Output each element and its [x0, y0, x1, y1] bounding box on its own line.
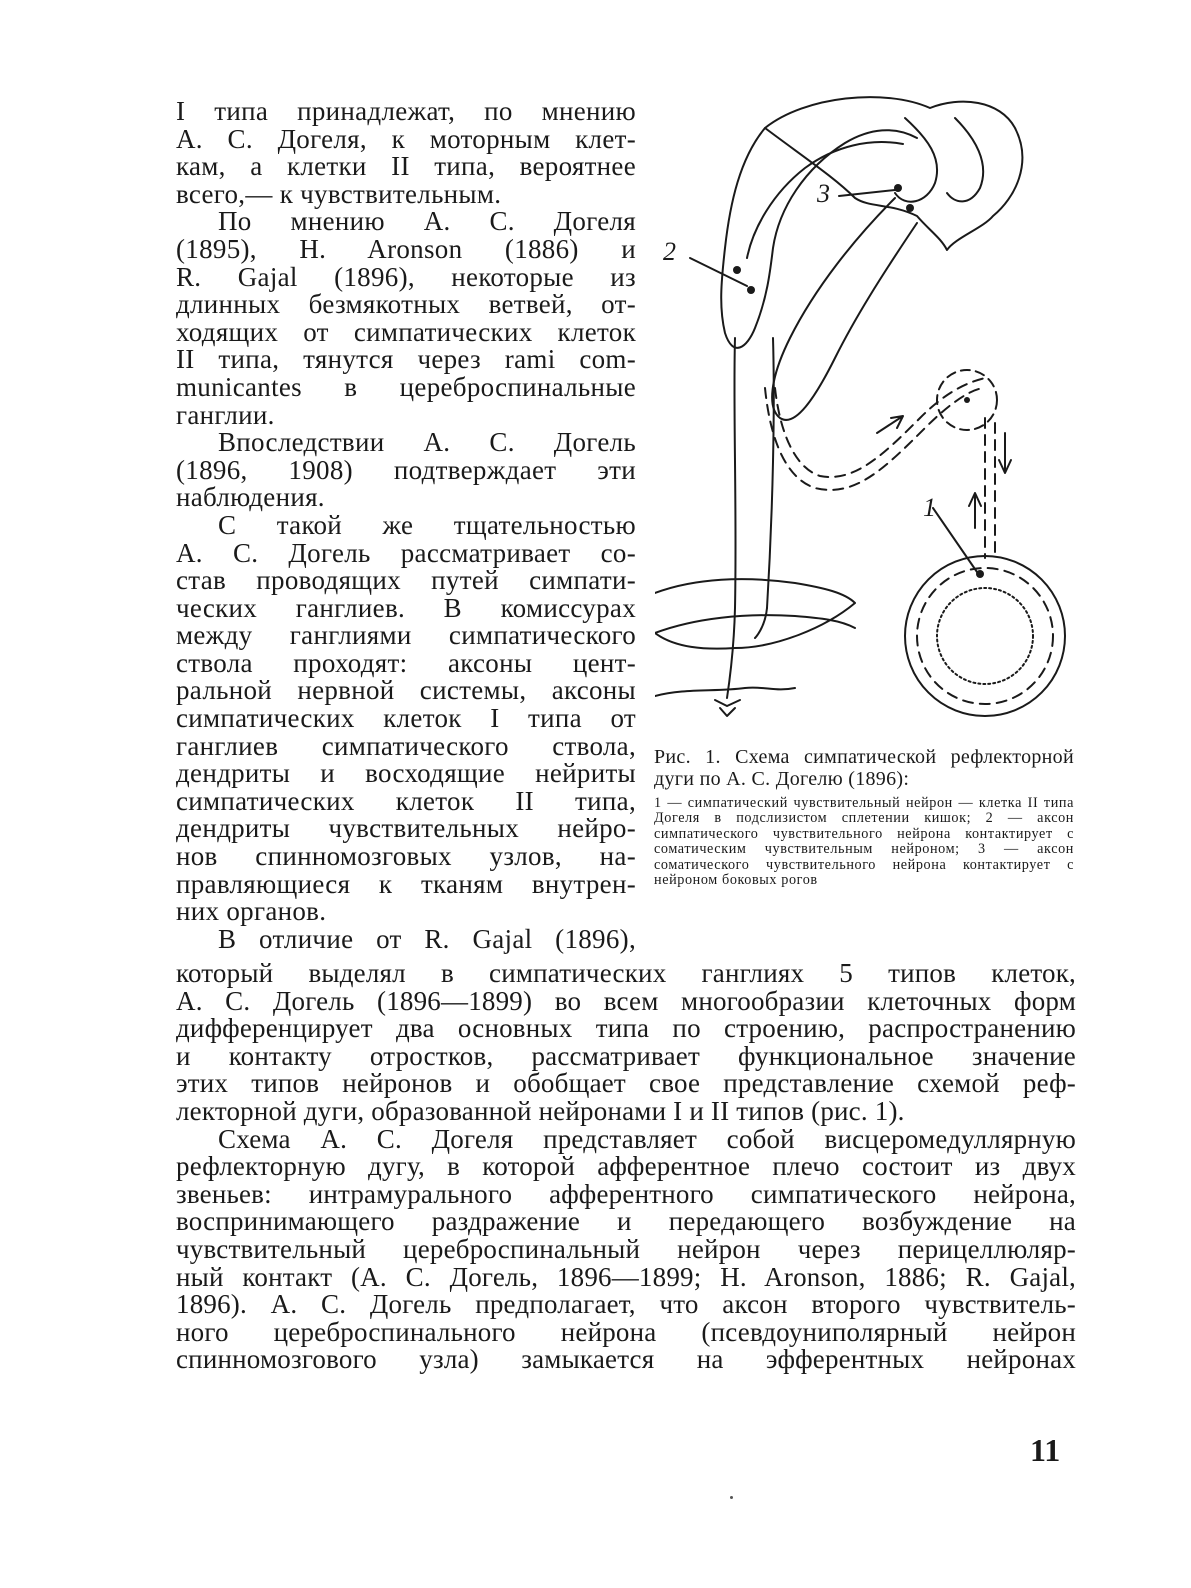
gut-outer-ring	[905, 556, 1065, 716]
caption-legend: 1 — симпатический чувствительный нейрон — клетка II типа Догеля в подслизистом сплетении кишок; 2 — аксон симпатического чувствительного нейрона контактирует с соматическим чувствительным нейроном; 3 — аксон соматического чувствительного нейрона контактирует с нейроном боковых рогов	[654, 795, 1074, 889]
caption-title: Рис. 1. Схема симпатической рефлекторной дуги по А. С. Догелю (1896):	[654, 746, 1074, 790]
page-number: 11	[1030, 1432, 1061, 1468]
figure-label-2: 2	[663, 237, 676, 266]
sympathetic-trunk	[727, 338, 736, 698]
reflex-arc-diagram	[655, 88, 1095, 728]
paragraph-1: I типа принадлежат, по мнению А. С. Догеля, к моторным клет- кам, а клетки II типа, вероятнее всего,— к чувствительным.	[176, 96, 636, 209]
reflex-arc-figure	[655, 88, 1095, 728]
dashed-afferent-path	[765, 388, 985, 490]
neuron-marker-3b	[906, 204, 914, 212]
nerve-ending	[715, 700, 740, 716]
paragraph-6: Схема А. С. Догеля представляет собой висцеромедуллярную рефлекторную дугу, в которой афферентное плечо состоит из двух звеньев: интрамурального афферентного симпатического нейрона, воспринимающего раздражение и передающего возбуждение на чувствительный цереброспинальный нейрон через перицеллюляр- ный контакт (А. С. Догель, 1896—1899; H. Aronson, 1886; R. Gajal, 1896). А. С. Догель предполагает, что аксон второго чувствитель- ного цереброспинального нейрона (псевдоуниполярный нейрон спинномозгового узла) замыкается на эфферентных нейронах	[176, 1123, 1076, 1375]
left-column-text	[176, 98, 636, 953]
nerve-branch	[755, 608, 767, 638]
figure-label-1: 1	[923, 493, 936, 522]
paragraph-4: С такой же тщательностью А. С. Догель рассматривает со- став проводящих путей симпати- ческих ганглиев. В комиссурах между ганглиями симпатического ствола проходят: аксоны цент- ральной нервной системы, аксоны симпатических клеток I типа от ганглиев симпатического ствола, дендриты и восходящие нейриты симпатических клеток II типа, дендриты чувствительных нейро- нов спинномозговых узлов, на- правляющиеся к тканям внутрен- них органов.	[176, 509, 636, 927]
arrow-diag	[877, 416, 903, 433]
arrow-up	[969, 493, 981, 528]
grey-matter-horn-2	[947, 118, 983, 201]
neuron-marker-2b	[747, 286, 755, 294]
paragraph-5-start: В отличие от R. Gajal (1896),	[218, 923, 636, 954]
arrow-down	[999, 433, 1011, 473]
intramural-ganglion-marker	[964, 397, 970, 403]
gut-wall	[655, 688, 795, 696]
sympathetic-trunk-2	[767, 338, 774, 608]
paragraph-3: Впоследствии А. С. Догель (1896, 1908) подтверждает эти наблюдения.	[176, 427, 636, 513]
paragraph-2: По мнению А. С. Догеля (1895), H. Aronson (1886) и R. Gajal (1896), некоторые из длинных безмякотных ветвей, от- ходящих от симпатических клеток II типа, тянутся через rami com- municantes в цереброспинальные ганглии.	[176, 206, 636, 430]
neuron-marker-3a	[894, 184, 902, 192]
figure-label-3: 3	[817, 179, 830, 208]
dorsal-root	[721, 128, 917, 348]
gut-inner-ring	[937, 588, 1033, 684]
full-width-text	[176, 960, 1076, 1374]
print-speck	[730, 1496, 733, 1499]
figure-caption	[654, 746, 1074, 888]
paragraph-5-continued: который выделял в симпатических ганглиях 5 типов клеток, А. С. Догель (1896—1899) во всем многообразии клеточных форм дифференцирует два основных типа по строению, распространению и контакту отростков, рассматривает функциональное значение этих типов нейронов и обобщает свое представление схемой реф- лекторной дуги, образованной нейронами I и II типов (рис. 1).	[176, 958, 1076, 1126]
neuron-marker-2a	[733, 266, 741, 274]
ventral-root	[772, 198, 917, 420]
neuron-marker-1	[976, 570, 984, 578]
